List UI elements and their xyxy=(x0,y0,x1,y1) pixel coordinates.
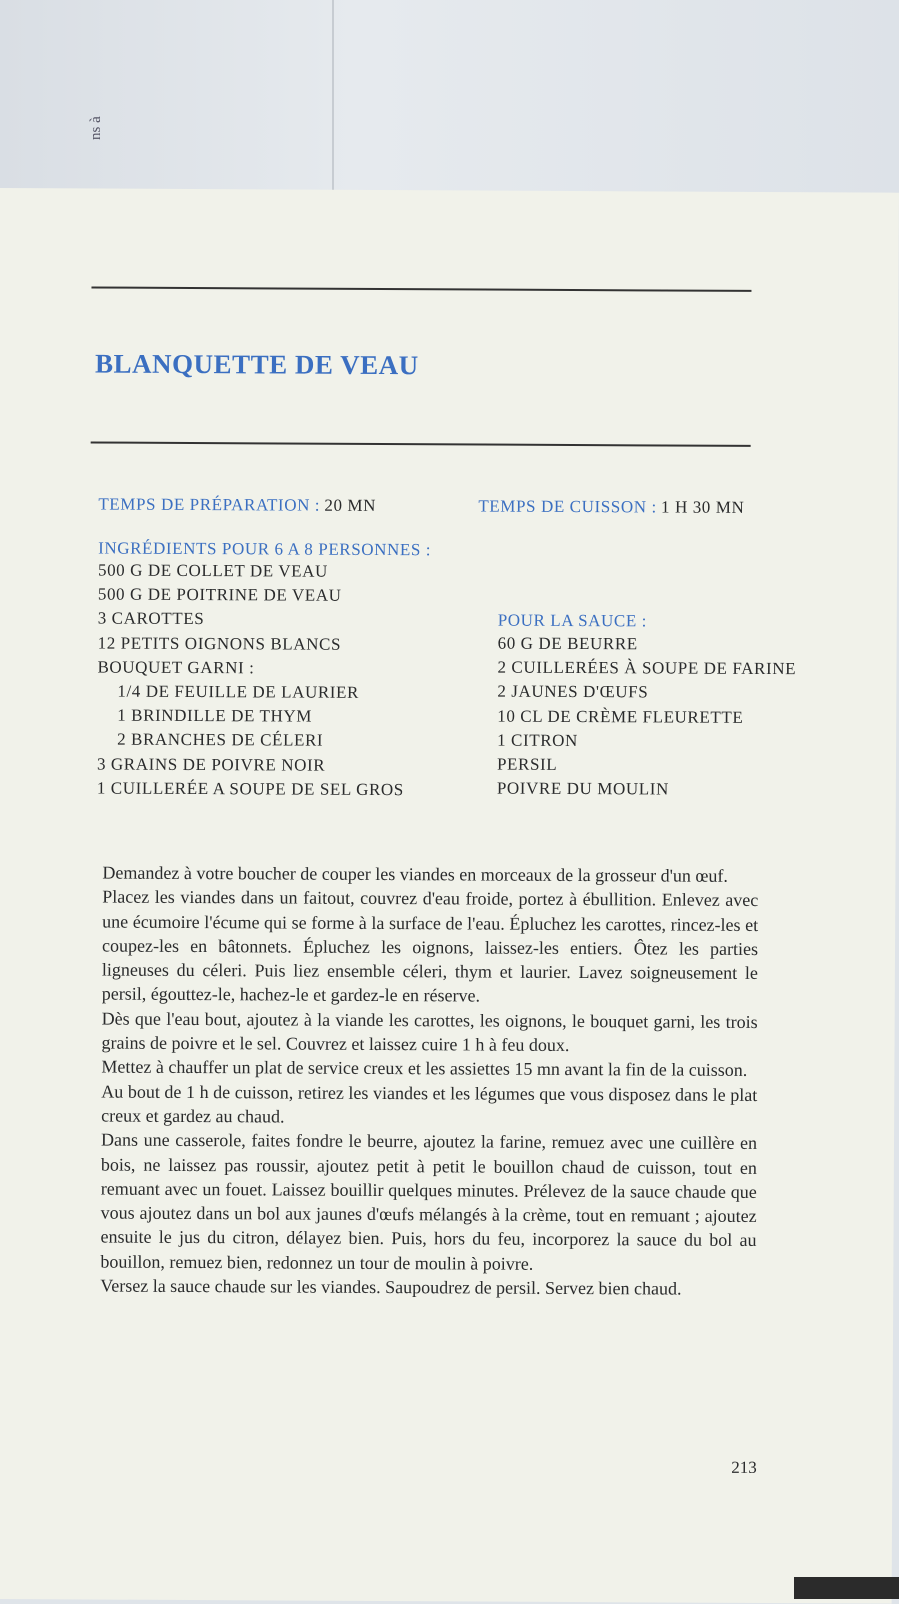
sauce-ingredient-item: 2 JAUNES D'ŒUFS xyxy=(497,682,649,702)
paper-fold xyxy=(332,0,334,190)
ingredient-item: 500 G DE POITRINE DE VEAU xyxy=(97,584,342,605)
title-rule xyxy=(91,441,751,446)
prep-time-label: TEMPS DE PRÉPARATION : xyxy=(98,494,321,515)
page-number: 213 xyxy=(731,1457,757,1477)
ingredient-item: BOUQUET GARNI : xyxy=(97,657,255,678)
book-page xyxy=(0,188,899,1604)
instruction-paragraph: Dans une casserole, faites fondre le beurre, ajoutez la farine, remuez avec une cuillère en bois, ne laissez pas roussir, ajoutez petit à petit le bouillon chaud de cuisson, tout en remuant avec un fouet. Laissez bouillir quelques minutes. Prélevez de la sauce chaude que vous ajoutez dans un bol aux jaunes d'œufs mélangés à la crème, tout en remuant ; ajoutez ensuite le jus du citron, délayez bien. Puis, hors du feu, incorporez la sauce du bol au bouillon, remuez bien, redonnez un tour de moulin à poivre. xyxy=(100,1129,758,1274)
ingredient-item: 1 BRINDILLE DE THYM xyxy=(117,705,313,726)
instruction-paragraph: Dès que l'eau bout, ajoutez à la viande les carottes, les oignons, le bouquet garni, les trois grains de poivre et le sel. Couvrez et laissez cuire 1 h à feu doux. xyxy=(101,1008,758,1056)
sauce-ingredient-item: 1 CITRON xyxy=(497,730,578,750)
ingredient-item: 3 CAROTTES xyxy=(97,608,205,629)
ingredient-item: 3 GRAINS DE POIVRE NOIR xyxy=(96,754,326,775)
ingredient-item: 500 G DE COLLET DE VEAU xyxy=(97,560,328,581)
recipe-title: BLANQUETTE DE VEAU xyxy=(95,348,419,381)
instruction-paragraph: Demandez à votre boucher de couper les viandes en morceaux de la grosseur d'un œuf. xyxy=(102,862,728,886)
instruction-paragraph: Mettez à chauffer un plat de service creux et les assiettes 15 mn avant la fin de la cuisson. xyxy=(101,1056,748,1081)
sauce-ingredient-item: 60 G DE BEURRE xyxy=(497,633,638,654)
cook-time xyxy=(478,497,744,518)
prep-time-value: 20 MN xyxy=(324,495,377,515)
sauce-ingredient-item: 10 CL DE CRÈME FLEURETTE xyxy=(497,706,744,727)
instruction-paragraph: Versez la sauce chaude sur les viandes. Saupoudrez de persil. Servez bien chaud. xyxy=(100,1275,682,1299)
prep-time xyxy=(98,495,376,516)
background-sheet xyxy=(0,0,899,200)
instruction-paragraph: Placez les viandes dans un faitout, couvrez d'eau froide, portez à ébullition. Enlevez avec une écumoire l'écume qui se forme à la surface de l'eau. Épluchez les carottes, rincez-les et coupez-les en bâtonnets. Épluchez les oignons, laissez-les entiers. Ôtez les parties ligneuses du céleri. Puis liez ensemble céleri, thym et laurier. Lavez soigneusement le persil, égouttez-le, hachez-le et gardez-le en réserve. xyxy=(101,886,759,1007)
cook-time-value: 1 H 30 MN xyxy=(661,497,745,517)
back-sheet-edge-text: ns à xyxy=(88,116,104,140)
sauce-ingredients-list xyxy=(497,632,797,803)
sauce-ingredient-item: POIVRE DU MOULIN xyxy=(496,778,669,799)
table-corner xyxy=(794,1577,899,1599)
sauce-ingredient-item: 2 CUILLERÉES À SOUPE DE FARINE xyxy=(497,657,797,679)
ingredients-list xyxy=(97,559,405,803)
instructions xyxy=(100,861,758,1302)
sauce-ingredient-item: PERSIL xyxy=(496,754,558,774)
ingredient-item: 1 CUILLERÉE A SOUPE DE SEL GROS xyxy=(96,778,404,799)
ingredient-item: 1/4 DE FEUILLE DE LAURIER xyxy=(117,681,360,702)
ingredient-item: 2 BRANCHES DE CÉLERI xyxy=(117,730,324,751)
sauce-heading: POUR LA SAUCE : xyxy=(497,610,648,631)
ingredient-item: 12 PETITS OIGNONS BLANCS xyxy=(97,633,342,654)
top-rule xyxy=(91,286,751,291)
instruction-paragraph: Au bout de 1 h de cuisson, retirez les viandes et les légumes que vous disposez dans le plat creux et gardez au chaud. xyxy=(101,1081,758,1127)
ingredients-heading: INGRÉDIENTS POUR 6 A 8 PERSONNES : xyxy=(98,538,432,560)
cook-time-label: TEMPS DE CUISSON : xyxy=(478,496,657,517)
